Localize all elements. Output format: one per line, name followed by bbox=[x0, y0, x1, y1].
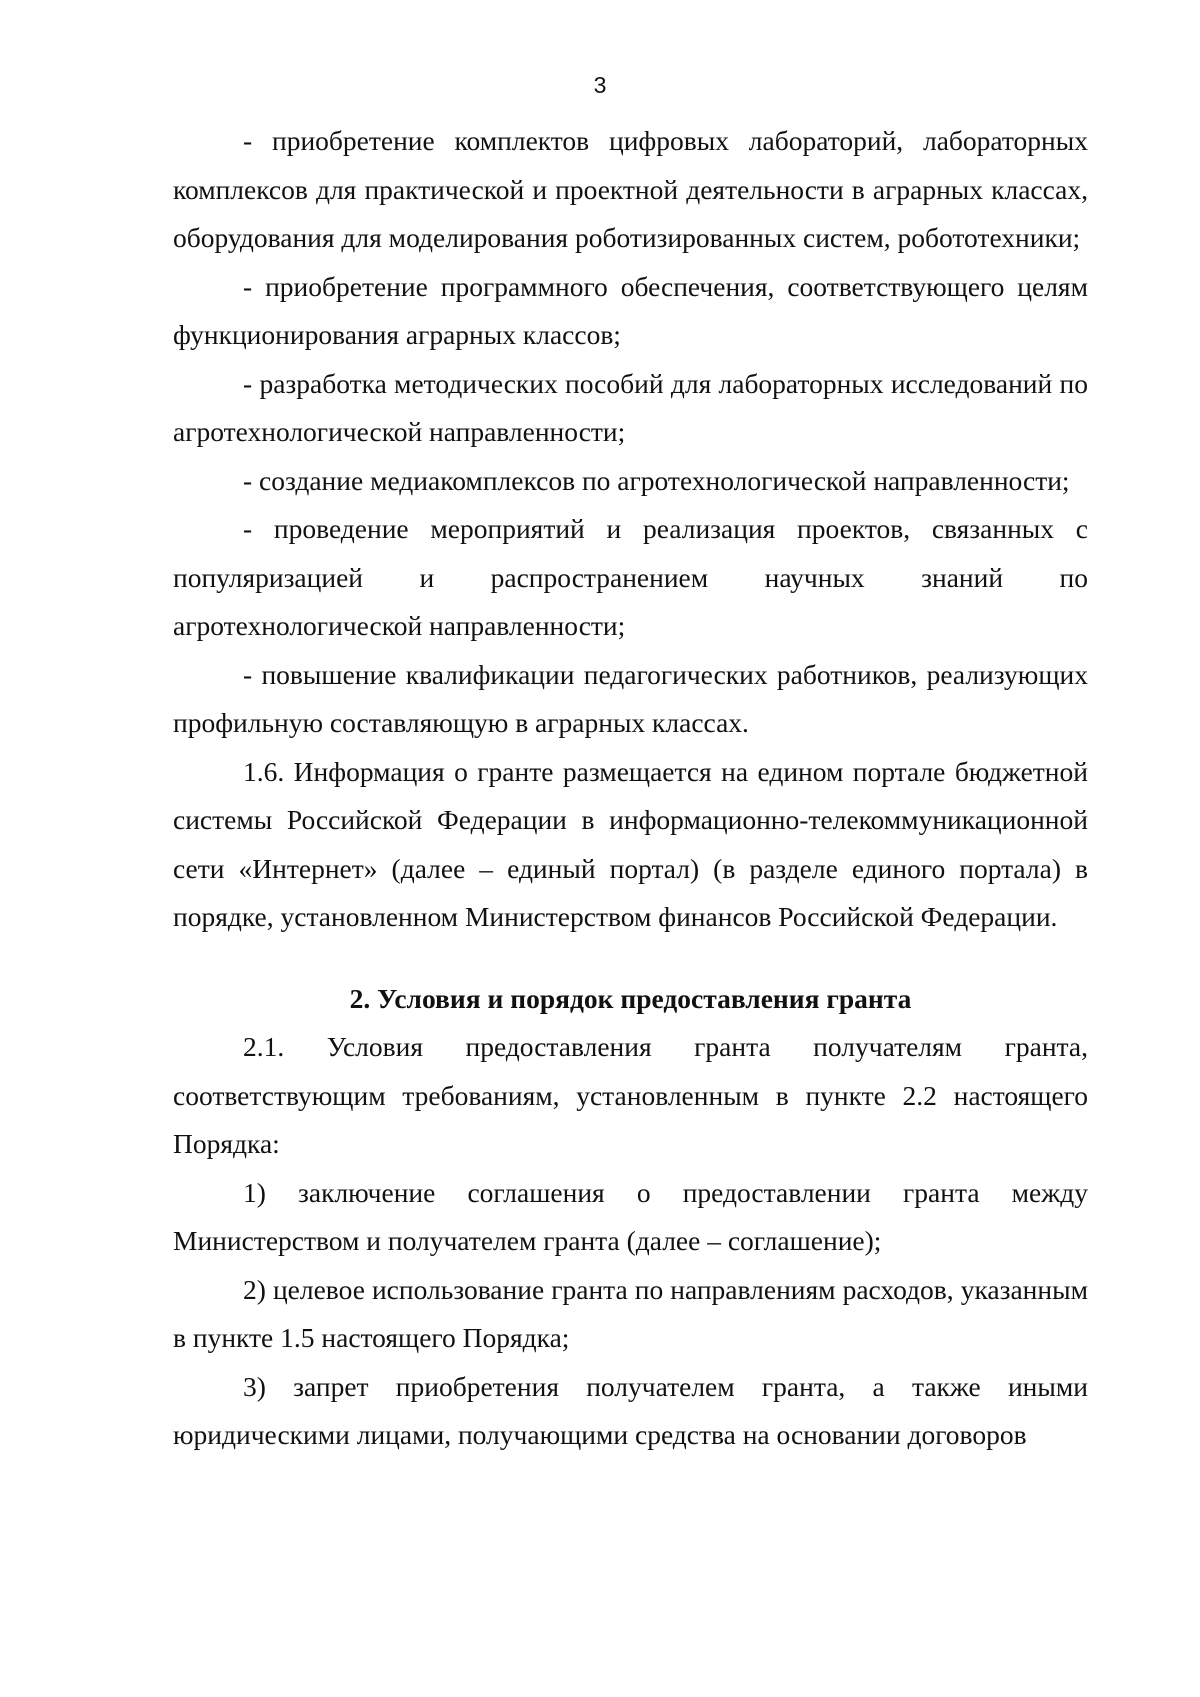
paragraph-qualification: - повышение квалификации педагогических работников, реализующих профильную составляющую в аграрных классах. bbox=[173, 658, 1088, 738]
paragraph-grant-info-1-6: 1.6. Информация о гранте размещается на едином портале бюджетной системы Российской Федерации в информационно-телекоммуникационной сети «Интернет» (далее – единый портал) (в разделе единого портала) в порядке, установленном Министерством финансов Российской Федерации. bbox=[173, 755, 1088, 932]
paragraph-methodical-manuals: - разработка методических пособий для лабораторных исследований по агротехнологической направленности; bbox=[173, 367, 1088, 447]
section-heading: 2. Условия и порядок предоставления гранта bbox=[349, 982, 912, 1014]
paragraph-events-projects: - проведение мероприятий и реализация проектов, связанных с популяризацией и распространением научных знаний по агротехнологической направленности; bbox=[173, 513, 1088, 641]
page-number: 3 bbox=[593, 72, 607, 98]
paragraph-digital-labs: - приобретение комплектов цифровых лабораторий, лабораторных комплексов для практической и проектной деятельности в аграрных классах, оборудования для моделирования роботизированных систем, робототехники; bbox=[173, 125, 1088, 253]
paragraph-software: - приобретение программного обеспечения, соответствующего целям функционирования аграрных классов; bbox=[173, 270, 1088, 350]
document-body bbox=[173, 117, 1088, 1460]
list-item-condition-3: 3) запрет приобретения получателем гранта, а также иными юридическими лицами, получающими средства на основании договоров bbox=[173, 1370, 1088, 1450]
list-item-condition-1: 1) заключение соглашения о предоставлении гранта между Министерством и получателем гранта (далее – соглашение); bbox=[173, 1176, 1088, 1256]
list-item-condition-2: 2) целевое использование гранта по направлениям расходов, указанным в пункте 1.5 настоящего Порядка; bbox=[173, 1273, 1088, 1353]
section-spacer bbox=[173, 942, 1088, 975]
paragraph-media-complexes: - создание медиакомплексов по агротехнологической направленности; bbox=[243, 464, 1070, 496]
paragraph-conditions-2-1: 2.1. Условия предоставления гранта получателям гранта, соответствующим требованиям, установленным в пункте 2.2 настоящего Порядка: bbox=[173, 1031, 1088, 1159]
